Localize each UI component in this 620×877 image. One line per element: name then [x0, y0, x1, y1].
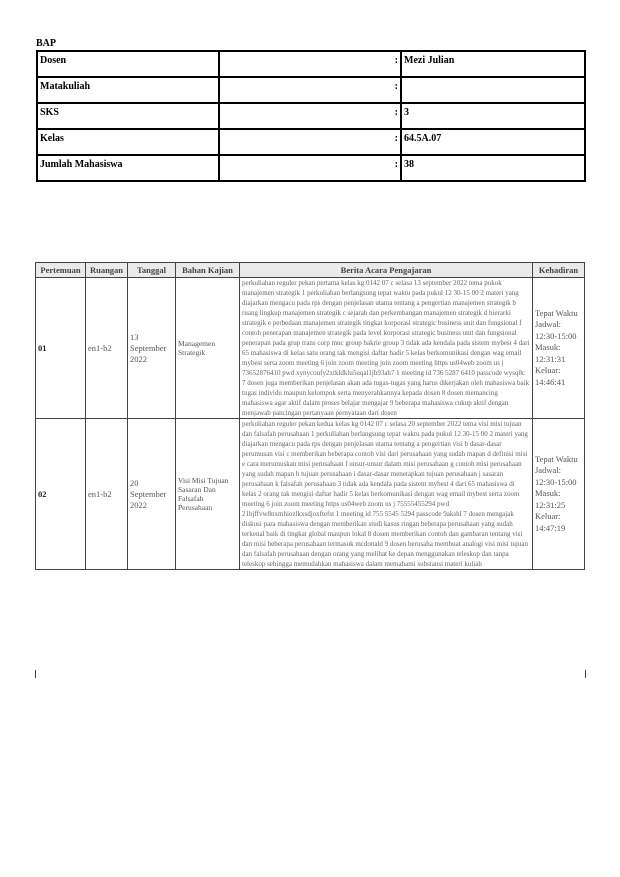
info-value: 64.5A.07 — [401, 129, 585, 155]
table-header-row — [36, 263, 585, 278]
ruangan-cell: en1-b2 — [86, 419, 128, 570]
masuk-label: Masuk: — [535, 342, 561, 353]
info-separator: : — [219, 77, 401, 103]
table-row — [36, 278, 585, 419]
ruangan-cell: en1-b2 — [86, 278, 128, 419]
info-value — [401, 77, 585, 103]
column-header-pertemuan: Pertemuan — [36, 263, 86, 278]
tanggal-cell: 13 September 2022 — [128, 278, 176, 419]
info-label: SKS — [37, 103, 219, 129]
table-continuation — [35, 670, 586, 678]
info-label: Matakuliah — [37, 77, 219, 103]
jadwal-label: Jadwal: — [535, 465, 561, 476]
keluar-label: Keluar: — [535, 365, 561, 376]
pertemuan-cell: 01 — [36, 278, 86, 419]
kehadiran-cell — [533, 278, 585, 419]
berita-acara-cell: perkuliahan reguler pekan pertama kelas kg 0142 07 c selasa 13 september 2022 tema pokok manajemen strategik 1 perkuliahan berlangsung tepat waktu pada pukul 12 30-15 00 2 materi yang diajarkan mengacu pada rps dengan penjelasan utama tentang a pengertian manajemen strategik b ruang lingkup manajemen strategik c sejarah dan perkembangan manajemen strategik d hierarki strategik e perbedaan manajemen strategik tingkat korporasi strategic business unit dan fungsional f contoh penerapan manajemen strategik pada level korporasi strategic business unit dan fungsional penerapan pada grup trans corp mnc group bakrie group 3 tidak ada kendala pada sistem mybest 4 dari 65 mahasiswa di kelas satu orang tak mengisi daftar hadir 5 kelas berkomunikasi dengan wag email mybest serta zoom meeting 6 join zoom meeting join zoom meeting https us04web zoom us j 73652876410 pwd xynycoufy2xtkldklu5uqal1jb93ah7 1 meeting id 736 5287 6410 passcode wysq8c 7 dosen juga memberikan penjelasan akan ada tugas-tugas yang harus dikerjakan oleh mahasiswa baik tugas individu maupun kelompok serta menyerahkannya kepada dosen 8 dosen memancing mahasiswa agar aktif dalam proses belajar mengajar 9 beberapa mahasiswa cukup aktif dengan menjawab pancingan pertanyaan pernyataan dari dosen — [240, 278, 533, 419]
info-row-jumlah-mahasiswa — [37, 155, 585, 181]
kehadiran-status: Tepat Waktu — [535, 453, 578, 464]
info-row-matakuliah — [37, 77, 585, 103]
masuk-value: 12:31:25 — [535, 499, 566, 510]
column-header-kehadiran: Kehadiran — [533, 263, 585, 278]
keluar-value: 14:46:41 — [535, 376, 566, 387]
info-separator: : — [219, 103, 401, 129]
keluar-value: 14:47:19 — [535, 522, 566, 533]
column-header-bahan-kajian: Bahan Kajian — [176, 263, 240, 278]
column-header-tanggal: Tanggal — [128, 263, 176, 278]
masuk-label: Masuk: — [535, 488, 561, 499]
bap-meetings-table — [35, 262, 585, 570]
jadwal-value: 12:30-15:00 — [535, 476, 577, 487]
keluar-label: Keluar: — [535, 511, 561, 522]
jadwal-label: Jadwal: — [535, 319, 561, 330]
info-row-kelas — [37, 129, 585, 155]
info-label: Jumlah Mahasiswa — [37, 155, 219, 181]
info-row-sks — [37, 103, 585, 129]
bahan-kajian-cell: Visi Misi Tujuan Sasaran Dan Falsafah Perusahaan — [176, 419, 240, 570]
course-info-table — [36, 50, 586, 182]
bahan-kajian-cell: Managemen Strategik — [176, 278, 240, 419]
info-value: 38 — [401, 155, 585, 181]
tanggal-cell: 20 September 2022 — [128, 419, 176, 570]
kehadiran-cell — [533, 419, 585, 570]
info-label: Kelas — [37, 129, 219, 155]
pertemuan-cell: 02 — [36, 419, 86, 570]
info-value: Mezi Julian — [401, 51, 585, 77]
berita-acara-cell: perkuliahan reguler pekan kedua kelas kg 0142 07 c selasa 20 september 2022 tema visi misi tujuan dan falsafah perusahaan 1 perkuliahan berlangsung tepat waktu pada pukul 12 30-15 00 2 materi yang diajarkan mengacu pada rps dengan penjelasan utama tentang a pengertian visi b dasar-dasar perumusan visi c memberikan beberapa contoh visi dari perusahaan yang sudah mapan d definisi misi e cara merumuskan misi perusahaan f unsur-unsur dalam misi perusahaan g contoh misi perusahaan yang sudah mapan h tujuan perusahaan i dasar-dasar menetapkan tujuan perusahaan j sasaran perusahaan k falsafah perusahaan 3 tidak ada kendala pada sistem mybest 4 dari 65 mahasiswa di kelas 2 orang tak mengisi daftar hadir 5 kelas berkomunikasi dengan wag email mybest serta zoom meeting 6 join zoom meeting https us04web zoom us j 75555455294 pwd 21bjffvw8nxmhiozlkxsdjoxftefst 1 meeting id 755 5545 5294 passcode 9akshl 7 dosen mengajak diskusi para mahasiswa dengan memberikan studi kasus ringan beberapa perusahaan yang sudah terkenal baik di tingkat global maupun lokal 8 dosen memberikan contoh dan gambaran tentang visi dan misi beberapa perusahaan termasuk mcdonald 9 dosen berusaha membuat analogi visi misi tujuan dan falsafah perusahaan dengan orang yang melihat ke depan menggunakan teleskop dan tanpa teleskop sehingga memudahkan mahasiswa dalam memahami substansi materi kuliah — [240, 419, 533, 570]
column-header-ruangan: Ruangan — [86, 263, 128, 278]
info-label: Dosen — [37, 51, 219, 77]
masuk-value: 12:31:31 — [535, 353, 566, 364]
column-header-berita-acara: Berita Acara Pengajaran — [240, 263, 533, 278]
jadwal-value: 12:30-15:00 — [535, 330, 577, 341]
info-separator: : — [219, 51, 401, 77]
info-separator: : — [219, 129, 401, 155]
info-row-dosen — [37, 51, 585, 77]
info-value: 3 — [401, 103, 585, 129]
page-title: BAP — [36, 38, 56, 49]
table-row — [36, 419, 585, 570]
kehadiran-status: Tepat Waktu — [535, 307, 578, 318]
info-separator: : — [219, 155, 401, 181]
